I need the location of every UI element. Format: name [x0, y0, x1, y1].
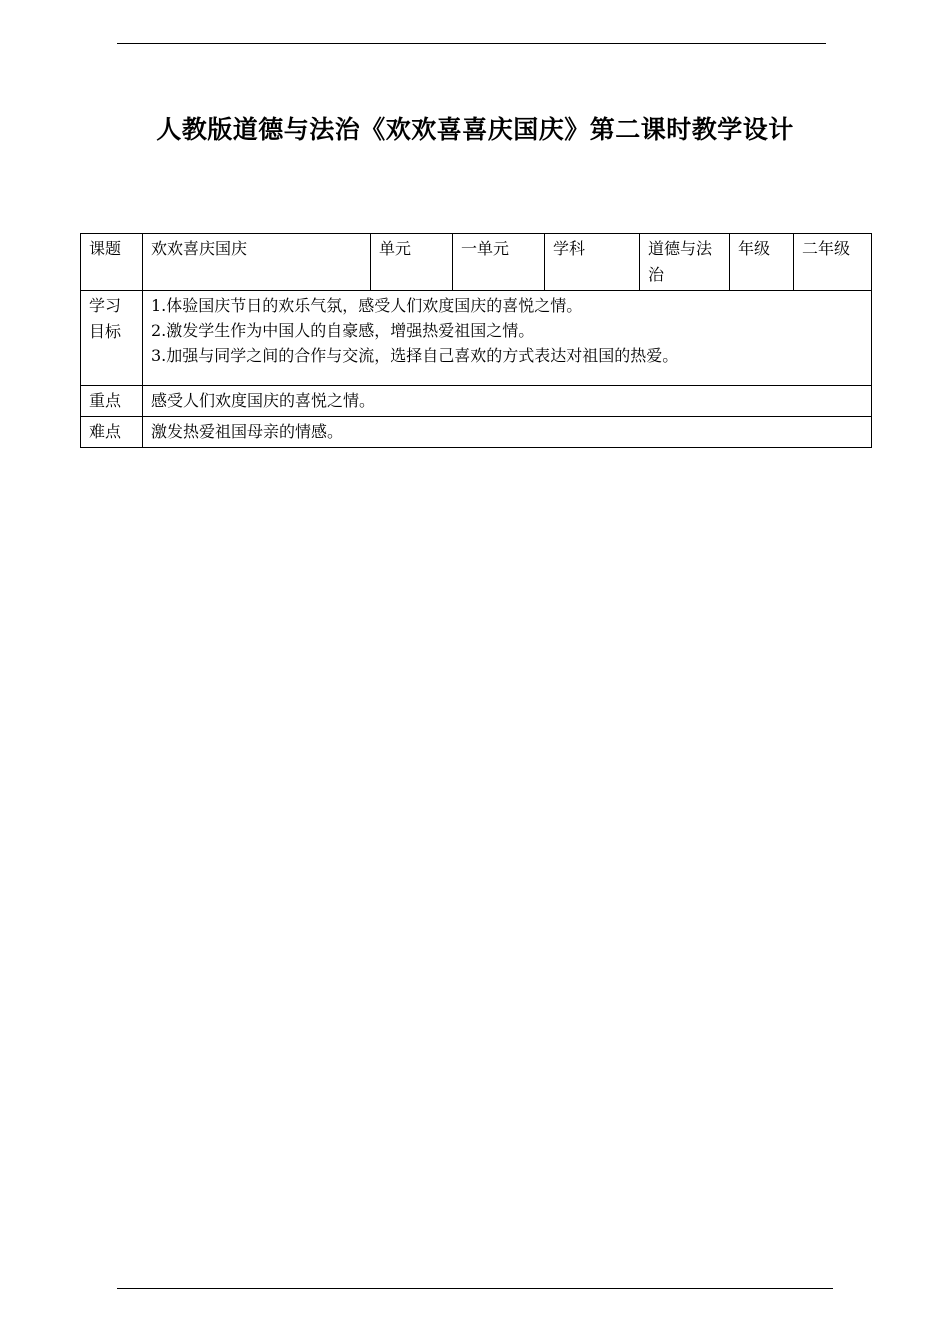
- objective-item: 2.激发学生作为中国人的自豪感，增强热爱祖国之情。: [151, 321, 535, 340]
- grade-value: 二年级: [794, 234, 872, 291]
- topic-value: 欢欢喜庆国庆: [143, 234, 371, 291]
- subject-label: 学科: [545, 234, 640, 291]
- unit-value: 一单元: [453, 234, 545, 291]
- subject-value: 道德与法治: [640, 234, 730, 291]
- key-point-value: 感受人们欢度国庆的喜悦之情。: [143, 386, 872, 417]
- objectives-label: 学习目标: [81, 291, 143, 386]
- unit-label: 单元: [371, 234, 453, 291]
- objective-item: 3.加强与同学之间的合作与交流，选择自己喜欢的方式表达对祖国的热爱。: [151, 346, 679, 365]
- difficulty-value: 激发热爱祖国母亲的情感。: [143, 417, 872, 448]
- grade-label: 年级: [730, 234, 794, 291]
- key-point-label: 重点: [81, 386, 143, 417]
- header-rule: [117, 43, 826, 44]
- table-row-difficulty: [81, 417, 872, 448]
- difficulty-label: 难点: [81, 417, 143, 448]
- table-row-info: [81, 234, 872, 291]
- lesson-plan-table: [80, 233, 872, 448]
- table-row-objectives: [81, 291, 872, 386]
- footer-rule: [117, 1288, 833, 1289]
- document-title: 人教版道德与法治《欢欢喜喜庆国庆》第二课时教学设计: [156, 115, 794, 144]
- topic-label: 课题: [81, 234, 143, 291]
- table-row-key-point: [81, 386, 872, 417]
- objectives-content: [143, 291, 872, 386]
- objective-item: 1.体验国庆节日的欢乐气氛，感受人们欢度国庆的喜悦之情。: [151, 296, 583, 315]
